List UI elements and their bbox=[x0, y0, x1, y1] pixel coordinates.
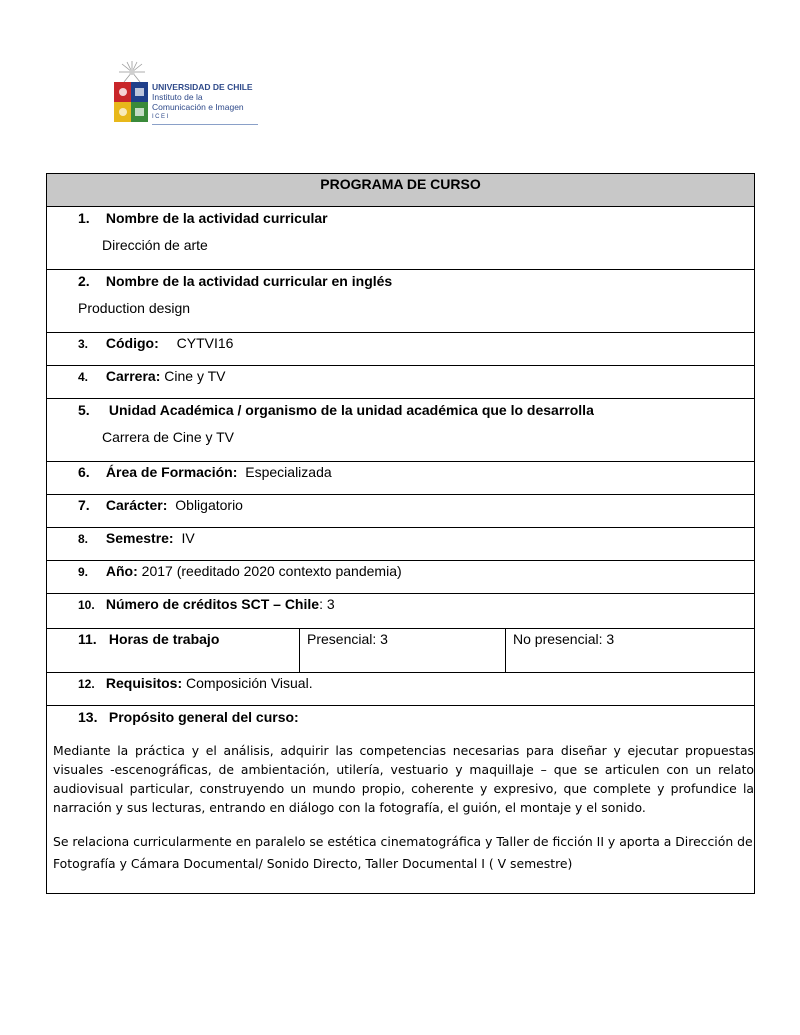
row-value: CYTVI16 bbox=[176, 335, 234, 351]
row-number: 1. bbox=[78, 210, 90, 226]
logo-institute-line1: Instituto de la bbox=[152, 92, 203, 102]
logo-university-name: UNIVERSIDAD DE CHILE bbox=[152, 82, 253, 92]
row-value: Composición Visual. bbox=[186, 675, 313, 691]
row-semester bbox=[47, 528, 755, 561]
row-academic-unit bbox=[47, 399, 755, 462]
row-label: Unidad Académica / organismo de la unidad académica que lo desarrolla bbox=[108, 402, 594, 418]
row-activity-name-english bbox=[47, 270, 755, 333]
row-value: Dirección de arte bbox=[102, 237, 208, 253]
table-header bbox=[47, 174, 755, 207]
row-value: IV bbox=[181, 530, 195, 546]
row-number: 3. bbox=[78, 337, 89, 351]
row-number: 9. bbox=[78, 565, 89, 579]
row-label: Área de Formación: bbox=[105, 464, 238, 480]
row-career bbox=[47, 366, 755, 399]
row-value: Cine y TV bbox=[164, 368, 226, 384]
row-value: Carrera de Cine y TV bbox=[102, 429, 235, 445]
row-number: 6. bbox=[78, 464, 90, 480]
row-credits bbox=[47, 594, 755, 629]
course-purpose-text bbox=[47, 727, 754, 893]
row-label: Requisitos: bbox=[105, 675, 183, 691]
row-label: Carácter: bbox=[105, 497, 168, 513]
row-number: 13. bbox=[78, 709, 98, 725]
purpose-paragraph: Se relaciona curricularmente en paralelo se estética cinematográfica y Taller de ficción II y aporta a Dirección de Fotografía y Cámara Documental/ Sonido Directo, Taller Documental I ( V semestre) bbox=[53, 834, 753, 871]
purpose-paragraph: Mediante la práctica y el análisis, adquirir las competencias necesarias para diseñar y ejecutar propuestas visuales -escenográficas, de ambientación, utilería, vestuario y maquillaje – que se articulen con un relato audiovisual particular, construyendo un mundo propio, coherente y expresivo, que complete y profundice la narración y sus lecturas, entrando en diálogo con la fotografía, el guión, el montaje y el sonido. bbox=[53, 743, 755, 815]
row-year bbox=[47, 561, 755, 594]
row-value: 2017 (reeditado 2020 contexto pandemia) bbox=[141, 563, 402, 579]
row-number: 5. bbox=[78, 402, 90, 418]
page-title: PROGRAMA DE CURSO bbox=[320, 176, 481, 192]
course-program-table bbox=[46, 173, 755, 894]
row-label: Número de créditos SCT – Chile bbox=[105, 596, 320, 612]
row-number: 11. bbox=[78, 631, 97, 647]
row-requirements bbox=[47, 673, 755, 706]
logo-institute-line2: Comunicación e Imagen bbox=[152, 102, 244, 112]
row-label: Semestre: bbox=[105, 530, 174, 546]
row-work-hours bbox=[47, 629, 300, 673]
row-label: Nombre de la actividad curricular bbox=[105, 210, 328, 226]
row-character bbox=[47, 495, 755, 528]
row-label: Nombre de la actividad curricular en inglés bbox=[105, 273, 393, 289]
hours-in-person-cell bbox=[300, 629, 506, 673]
row-number: 8. bbox=[78, 532, 89, 546]
row-label: Carrera: bbox=[105, 368, 161, 384]
row-label: Año: bbox=[105, 563, 138, 579]
logo-divider bbox=[152, 124, 258, 125]
row-value: Production design bbox=[78, 300, 191, 316]
hours-remote-cell bbox=[506, 629, 755, 673]
row-activity-name bbox=[47, 207, 755, 270]
row-number: 4. bbox=[78, 370, 89, 384]
university-logo bbox=[114, 60, 264, 128]
logo-wordmark bbox=[152, 82, 264, 122]
row-number: 7. bbox=[78, 497, 90, 513]
row-value: Obligatorio bbox=[175, 497, 243, 513]
logo-acronym: ICEI bbox=[152, 114, 170, 120]
row-number: 10. bbox=[78, 598, 95, 612]
row-number: 2. bbox=[78, 273, 90, 289]
row-code bbox=[47, 333, 755, 366]
row-value: Especializada bbox=[245, 464, 332, 480]
hours-remote: No presencial: 3 bbox=[513, 631, 615, 647]
row-training-area bbox=[47, 462, 755, 495]
row-number: 12. bbox=[78, 677, 95, 691]
row-course-purpose bbox=[47, 706, 755, 894]
row-label: Horas de trabajo bbox=[108, 631, 220, 647]
row-value: : 3 bbox=[319, 596, 335, 612]
row-label: Código: bbox=[105, 335, 159, 351]
shield-icon bbox=[114, 82, 148, 122]
hours-in-person: Presencial: 3 bbox=[307, 631, 388, 647]
row-label: Propósito general del curso: bbox=[108, 709, 299, 725]
star-emblem-icon bbox=[118, 60, 146, 84]
